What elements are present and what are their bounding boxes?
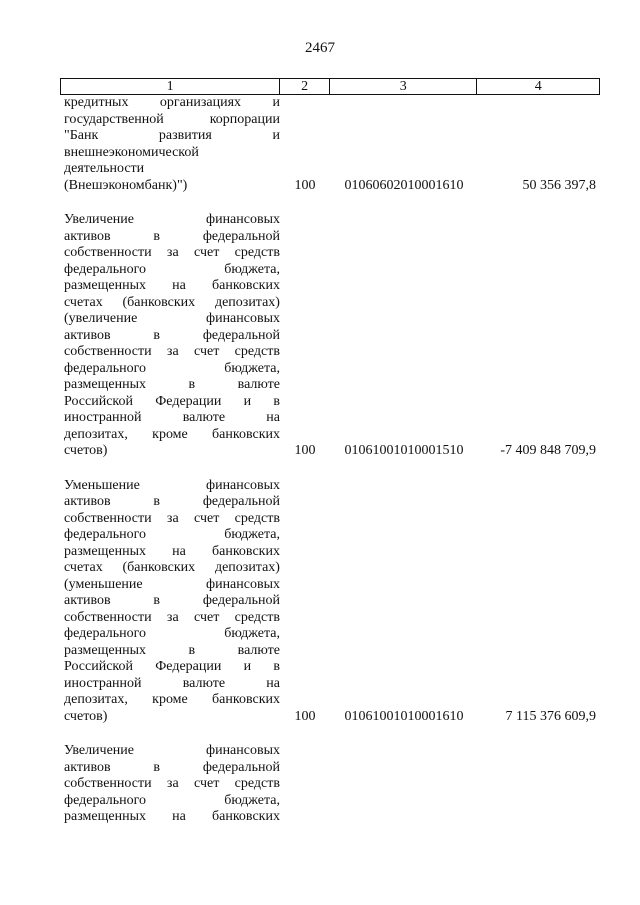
row-amount: 7 115 376 609,9 [505, 708, 596, 724]
description-line [64, 410, 280, 427]
description-word: в [273, 659, 280, 674]
description-line [64, 145, 280, 162]
description-line [64, 560, 280, 577]
table-row [60, 95, 600, 194]
description-line [64, 743, 280, 760]
description-word: финансовых [206, 576, 280, 592]
description-word: счетов) [64, 443, 108, 458]
description-word: в [153, 327, 161, 343]
description-word: в [153, 494, 161, 509]
description-word: валюте [182, 675, 226, 691]
description-word: счет [194, 609, 220, 625]
description-word: федерального [64, 792, 147, 808]
row-code-2: 01061001010001610 [344, 708, 464, 724]
description-line [64, 676, 280, 693]
description-word: счет [194, 344, 220, 359]
table-body [60, 95, 600, 826]
description-word: и [272, 95, 280, 110]
description-word: за [166, 344, 179, 359]
description-line [64, 577, 280, 594]
description-word: федерального [64, 261, 147, 277]
description-word: размещенных [64, 642, 147, 658]
description-word: и [243, 393, 252, 409]
description-word: за [166, 776, 179, 791]
description-word: "Банк [64, 128, 99, 143]
description-word: федеральной [202, 593, 280, 608]
description-line [64, 427, 280, 444]
table-row [60, 478, 600, 726]
description-line [64, 610, 280, 627]
description-word: организациях [159, 95, 242, 110]
description-line [64, 229, 280, 246]
description-word: в [153, 593, 161, 608]
description-word: Федерации [155, 659, 222, 674]
description-word: (уменьшение [64, 576, 143, 592]
description-line [64, 262, 280, 279]
description-line [64, 178, 280, 195]
description-word: бюджета, [224, 360, 280, 376]
description-word: депозитах) [214, 294, 280, 310]
description-word: счетов) [64, 708, 108, 724]
description-line [64, 809, 280, 826]
description-word: корпорации [209, 111, 280, 127]
description-line [64, 161, 280, 178]
description-word: валюте [182, 410, 226, 425]
description-line [64, 626, 280, 643]
description-line [64, 443, 280, 460]
description-line [64, 478, 280, 495]
description-word: Российской [64, 659, 133, 674]
description-word: банковских [212, 692, 280, 707]
description-word: банковских [212, 426, 280, 442]
description-word: банковских [212, 543, 280, 559]
header-col-1: 1 [61, 79, 280, 94]
description-word: (банковских [122, 294, 196, 310]
description-word: иностранной [64, 410, 142, 425]
description-line [64, 511, 280, 528]
description-word: бюджета, [224, 261, 280, 277]
description-word: на [172, 543, 186, 559]
description-word: федеральной [202, 228, 280, 244]
description-word: собственности [64, 609, 152, 625]
description-line [64, 544, 280, 561]
description-word: в [153, 228, 161, 244]
description-word: средств [234, 510, 280, 526]
description-word: счет [194, 245, 220, 260]
description-word: внешнеэкономической [64, 144, 199, 160]
row-description [60, 478, 280, 726]
description-line [64, 278, 280, 295]
description-word: на [266, 410, 280, 425]
description-line [64, 128, 280, 145]
description-line [64, 776, 280, 793]
description-word: депозитах, [64, 692, 128, 707]
description-word: валюте [237, 642, 280, 658]
description-word: за [166, 245, 179, 260]
description-line [64, 328, 280, 345]
description-word: средств [234, 344, 280, 359]
description-word: в [188, 642, 196, 658]
row-description [60, 743, 280, 826]
description-line [64, 643, 280, 660]
description-word: банковских [212, 278, 280, 293]
description-word: бюджета, [224, 626, 280, 641]
header-col-2: 2 [280, 79, 330, 94]
description-word: банковских [212, 809, 280, 824]
description-line [64, 692, 280, 709]
description-line [64, 95, 280, 112]
description-line [64, 394, 280, 411]
description-line [64, 593, 280, 610]
description-word: и [272, 128, 280, 143]
description-word: активов [64, 593, 111, 608]
description-word: Увеличение [64, 212, 135, 227]
description-line [64, 112, 280, 129]
description-line [64, 760, 280, 777]
description-word: активов [64, 494, 111, 509]
description-word: средств [234, 245, 280, 260]
description-word: (увеличение [64, 311, 138, 326]
description-word: государственной [64, 111, 164, 127]
description-word: кроме [152, 692, 188, 707]
description-word: (Внешэкономбанк)") [64, 177, 188, 193]
description-word: за [166, 510, 179, 526]
row-code-1: 100 [294, 708, 316, 724]
description-line [64, 659, 280, 676]
description-word: федеральной [202, 327, 280, 343]
description-line [64, 709, 280, 726]
description-word: средств [234, 609, 280, 625]
description-word: федеральной [202, 494, 280, 509]
description-word: размещенных [64, 278, 147, 293]
description-word: собственности [64, 510, 152, 526]
row-description [60, 212, 280, 460]
header-col-4: 4 [534, 79, 542, 94]
header-col-3: 3 [330, 79, 477, 94]
description-word: за [166, 609, 179, 625]
row-code-1: 100 [294, 177, 316, 193]
description-word: депозитах, [64, 426, 128, 442]
description-word: бюджета, [224, 527, 280, 542]
description-line [64, 295, 280, 312]
description-line [64, 377, 280, 394]
description-line [64, 311, 280, 328]
description-word: развития [158, 128, 212, 143]
description-line [64, 212, 280, 229]
description-word: собственности [64, 776, 152, 791]
description-line [64, 494, 280, 511]
description-word: на [266, 675, 280, 691]
description-word: федеральной [202, 759, 280, 775]
description-word: Увеличение [64, 743, 135, 758]
description-word: размещенных [64, 809, 147, 824]
description-word: федерального [64, 360, 147, 376]
description-word: валюте [237, 377, 280, 392]
row-code-2: 01060602010001610 [344, 177, 464, 193]
description-word: финансовых [206, 311, 280, 326]
description-word: кредитных [64, 95, 129, 110]
description-word: в [188, 377, 196, 392]
description-word: в [273, 393, 280, 409]
description-word: счетах [64, 560, 103, 575]
description-line [64, 793, 280, 810]
table-header-row [60, 78, 600, 95]
row-code-1: 100 [294, 443, 316, 458]
row-code-2: 01061001010001510 [344, 443, 464, 458]
row-description [60, 95, 280, 194]
description-word: собственности [64, 344, 152, 359]
description-word: федерального [64, 626, 147, 641]
page-number: 2467 [305, 40, 335, 56]
description-line [64, 361, 280, 378]
description-word: счет [194, 510, 220, 526]
description-line [64, 245, 280, 262]
description-word: собственности [64, 245, 152, 260]
description-word: Федерации [155, 393, 222, 409]
description-word: на [172, 278, 186, 293]
description-word: федерального [64, 527, 147, 542]
description-line [64, 344, 280, 361]
description-word: активов [64, 228, 111, 244]
description-word: деятельности [64, 161, 145, 176]
row-amount: -7 409 848 709,9 [500, 443, 596, 458]
description-word: бюджета, [224, 792, 280, 808]
row-amount: 50 356 397,8 [522, 177, 596, 193]
description-word: активов [64, 327, 111, 343]
description-word: на [172, 809, 186, 824]
description-word: депозитах) [214, 560, 280, 575]
description-word: (банковских [122, 560, 196, 575]
table-row [60, 743, 600, 826]
description-word: финансовых [206, 477, 280, 493]
description-word: финансовых [206, 743, 280, 758]
table-row [60, 212, 600, 460]
description-word: кроме [152, 426, 188, 442]
description-word: счетах [64, 294, 103, 310]
description-word: активов [64, 759, 111, 775]
description-word: иностранной [64, 675, 142, 691]
description-word: счет [194, 776, 220, 791]
description-word: финансовых [206, 212, 280, 227]
description-word: размещенных [64, 377, 147, 392]
description-word: размещенных [64, 543, 147, 559]
description-word: в [153, 759, 161, 775]
description-word: средств [234, 776, 280, 791]
description-word: и [243, 659, 252, 674]
description-word: Российской [64, 393, 133, 409]
description-line [64, 527, 280, 544]
description-word: Уменьшение [64, 477, 140, 493]
budget-table [60, 78, 600, 826]
